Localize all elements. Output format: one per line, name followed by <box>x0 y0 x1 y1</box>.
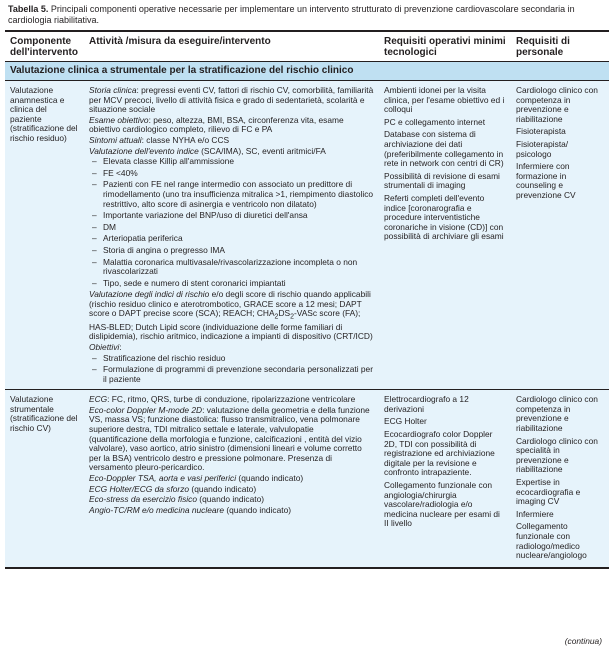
list-item: Expertise in ecocardiografia e imaging CV <box>516 477 581 507</box>
list-item: Database con sistema di archiviazione dei dati (preferibilmente collegamento in rete in network con centri di CR) <box>384 129 504 169</box>
header-tech-requirements: Requisiti operativi minimi tecnologici <box>379 31 511 62</box>
list-item: – FE <40% <box>89 169 374 179</box>
components-table <box>5 30 609 569</box>
storia-label: Storia clinica <box>89 85 137 95</box>
section-title: Valutazione clinica a strumentale per la stratificazione del rischio clinico <box>5 62 609 81</box>
list-item: Infermiere <box>516 508 554 519</box>
list-item: – Stratificazione del rischio residuo <box>89 354 374 364</box>
row2-staff <box>511 390 609 568</box>
list-item: PC e collegamento internet <box>384 116 486 127</box>
caption-label: Tabella 5. <box>8 4 49 14</box>
list-item: Fisioterapista/ psicologo <box>516 138 569 159</box>
table-row <box>5 81 609 390</box>
continued-note: (continua) <box>564 636 602 646</box>
list-item: Possibilità di revisione di esami strumentali di imaging <box>384 170 500 191</box>
stress-text: (quando indicato) <box>196 494 265 505</box>
list-item: Collegamento funzionale con angiologia/chirurgia vascolare/radiologia e/o medicina nucleare per esami di II livello <box>384 480 500 529</box>
list-item: Cardiologo clinico con competenza in prevenzione e riabilitazione <box>516 85 598 124</box>
list-item: – Elevata classe Killip all'ammissione <box>89 157 374 167</box>
tsa-text: (quando indicato) <box>236 473 304 484</box>
header-component: Componente dell'intervento <box>5 31 84 62</box>
list-item: – Formulazione di programmi di prevenzione secondaria personalizzati per il paziente <box>89 365 374 384</box>
ecg-label: ECG <box>89 394 108 405</box>
list-item: Infermiere con formazione in counseling e prevenzione CV <box>516 161 576 200</box>
list-item: Collegamento funzionale con radiologo/medico nucleare/angiologo <box>516 521 587 561</box>
storia-text: : pregressi eventi CV, fattori di rischio CV, comorbilità, familiarità per MCV precoci, livello di attività fisica e grado di sedentarietà, scolarità e situazione sociale <box>89 85 374 115</box>
row2-tech <box>379 390 511 568</box>
list-item: – Pazienti con FE nel range intermedio con associato un predittore di rimodellamento (uno tra insufficienza mitralica >1, riempimento diastolico restrittivo, alto score di asinergia e ventricolo non dilatato) <box>89 180 374 209</box>
holter-label: ECG Holter/ECG da sforzo <box>89 483 190 494</box>
row2-component: Valutazione strumentale (stratificazione del rischio CV) <box>5 390 84 568</box>
indici-label: Valutazione degli indici di rischio <box>89 289 210 300</box>
table-caption <box>8 4 609 26</box>
obiettivi-label: Obiettivi <box>89 341 120 352</box>
esame-label: Esame obiettivo <box>89 114 149 125</box>
list-item: Ecocardiografo color Doppler 2D, TDI con possibilità di registrazione ed archiviazione digitale per la revisione e confronto intrapaziente. <box>384 429 495 478</box>
indici-text: DS <box>278 308 291 319</box>
angio-text: (quando indicato) <box>224 504 292 515</box>
list-item: – Tipo, sede e numero di stent coronarici impiantati <box>89 279 374 289</box>
list-item: Elettrocardiografo a 12 derivazioni <box>384 394 469 414</box>
section-row <box>5 62 609 81</box>
row1-activity <box>84 81 379 390</box>
list-item: Ambienti idonei per la visita clinica, per l'esame obiettivo ed i colloqui <box>384 85 505 115</box>
list-item: Fisioterapista <box>516 126 566 137</box>
sintomi-text: : classe NYHA e/o CCS <box>141 134 230 145</box>
angio-label: Angio-TC/RM e/o medicina nucleare <box>89 504 224 515</box>
list-item: – DM <box>89 223 374 233</box>
row1-staff <box>511 81 609 390</box>
ecg-text: : FC, ritmo, QRS, turbe di conduzione, ripolarizzazione ventricolare <box>107 394 356 405</box>
list-item: Cardiologo clinico con specialità in prevenzione e riabilitazione <box>516 435 598 475</box>
sintomi-label: Sintomi attuali <box>89 134 142 145</box>
row2-activity <box>84 390 379 568</box>
header-activity: Attività /misura da eseguire/intervento <box>84 31 379 62</box>
eco-label: Eco-color Doppler M-mode 2D <box>89 404 203 415</box>
list-item: ECG Holter <box>384 416 427 427</box>
list-item: Referti completi dell'evento indice [coronarografia e procedure interventistiche coronariche in visione (CD)] con possibilità di archiviare gli esami <box>384 192 504 242</box>
header-row <box>5 31 609 62</box>
list-item: – Storia di angina o pregresso IMA <box>89 246 374 256</box>
holter-text: (quando indicato) <box>189 483 257 494</box>
table-row <box>5 390 609 568</box>
header-staff-requirements: Requisiti di personale <box>511 31 609 62</box>
row1-component: Valutazione anamnestica e clinica del paziente (stratificazione del rischio residuo) <box>5 81 84 390</box>
list-item: Cardiologo clinico con competenza in prevenzione e riabilitazione <box>516 394 598 434</box>
caption-text: Principali componenti operative necessarie per implementare un intervento strutturato di prevenzione cardiovascolare secondaria in cardiologia riabilitativa. <box>8 4 575 25</box>
list-item: – Arteriopatia periferica <box>89 234 374 244</box>
indici-text: -VASc score (FA); HAS-BLED; Dutch Lipid score (individuazione delle forme familiari di dislipidemia), rischio aritmico, indicazione a impianti di dispositivo (CRT/ICD) <box>89 308 373 342</box>
evento-text: (SCA/IMA), SC, eventi aritmici/FA <box>198 145 326 156</box>
eco-text: : valutazione della geometria e della funzione VS, massa VS; funzione diastolica: flusso transmitralico, vena polmonare superiore destra, TDI mitralico settale e laterale, valvulopatie (quantificazione della morfologia e funzione, calcificazioni , entità del vizio valvolare), vaso aortico, atrio sinistro (dimensioni lineari e volume corretto per la BSA) ventricolo destro e pressione polmonare. Presenza di versamento pleuro-pericardico. <box>89 404 370 473</box>
tsa-label: Eco-Doppler TSA, aorta e vasi periferici <box>89 473 237 484</box>
list-item: – Importante variazione del BNP/uso di diuretici dell'ansa <box>89 211 374 221</box>
list-item: – Malattia coronarica multivasale/rivascolarizzazione incompleta o non rivascolarizzati <box>89 258 374 277</box>
row1-tech <box>379 81 511 390</box>
evento-label: Valutazione dell'evento indice <box>89 145 199 156</box>
obiettivi-text: : <box>119 341 122 352</box>
esame-text: : peso, altezza, BMI, BSA, circonferenza vita, esame obiettivo cardiologico completo, rilievo di FC e PA <box>89 114 344 135</box>
subscript: 2 <box>274 314 279 322</box>
indici-text: e/o degli score di rischio quando applicabili (rischio residuo clinico e aterotrombotico, GRACE score a 12 mesi; DAPT score o DAPT precise score (SCA); REACH; CHA <box>89 289 371 319</box>
stress-label: Eco-stress da esercizio fisico <box>89 494 197 505</box>
subscript: 2 <box>290 314 294 322</box>
